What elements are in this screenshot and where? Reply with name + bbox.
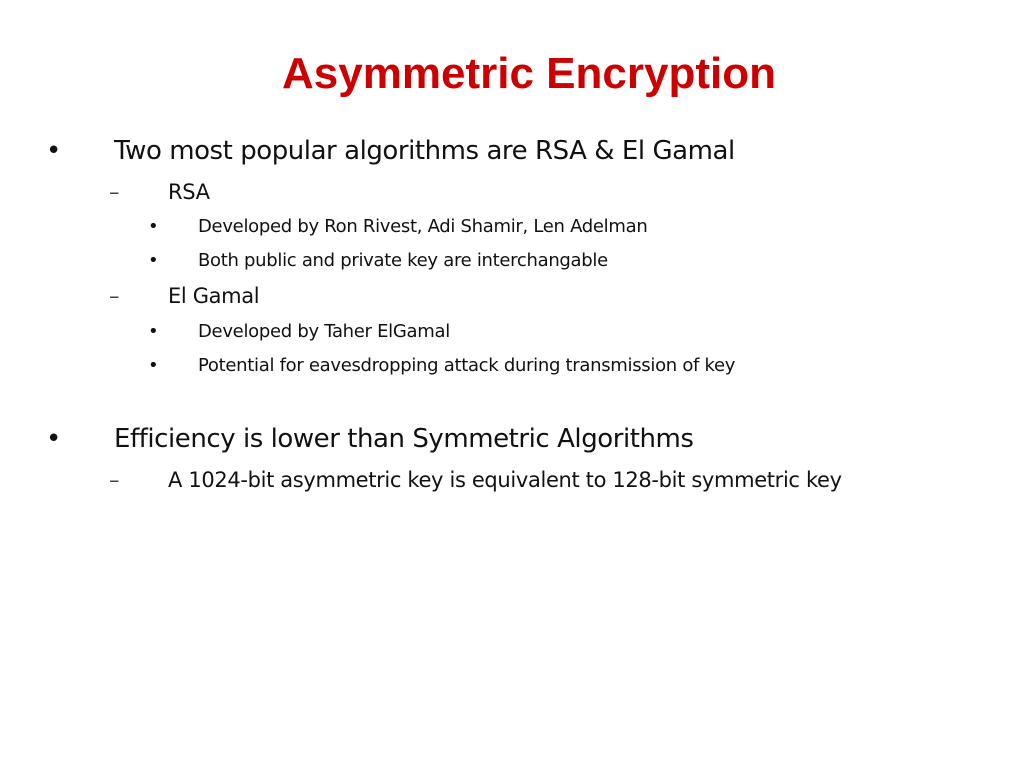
bullet-marker: • xyxy=(46,136,62,166)
sub-sub-bullet-text: Developed by Ron Rivest, Adi Shamir, Len Adelman xyxy=(198,216,648,237)
bullet-marker: • xyxy=(46,424,62,454)
sub-bullet-text: A 1024-bit asymmetric key is equivalent to 128-bit symmetric key xyxy=(168,468,842,492)
bullet-marker: • xyxy=(148,355,159,376)
bullet-text: Two most popular algorithms are RSA & El Gamal xyxy=(114,136,735,166)
dash-marker: – xyxy=(109,284,120,308)
sub-sub-bullet-text: Developed by Taher ElGamal xyxy=(198,321,450,342)
slide-title: Asymmetric Encryption xyxy=(282,49,776,98)
sub-sub-bullet-text: Both public and private key are interchangable xyxy=(198,250,608,271)
bullet-marker: • xyxy=(148,250,159,271)
bullet-text: Efficiency is lower than Symmetric Algorithms xyxy=(114,424,694,454)
bullet-marker: • xyxy=(148,216,159,237)
sub-sub-bullet-text: Potential for eavesdropping attack during transmission of key xyxy=(198,355,736,376)
bullet-marker: • xyxy=(148,321,159,342)
sub-bullet-text: El Gamal xyxy=(168,284,260,308)
dash-marker: – xyxy=(109,468,120,492)
sub-bullet-text: RSA xyxy=(168,180,210,204)
dash-marker: – xyxy=(109,180,120,204)
